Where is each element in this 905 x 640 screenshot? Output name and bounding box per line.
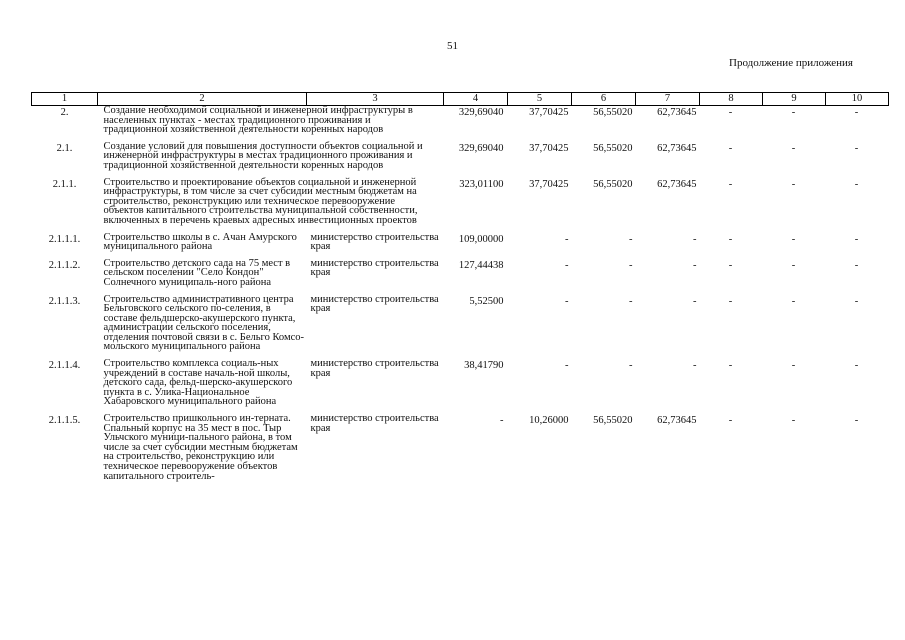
column-header: 8 xyxy=(700,93,763,106)
cell-value: 329,69040 xyxy=(458,142,504,154)
row-executor: министерство строительства края xyxy=(310,413,439,434)
row-number: 2.1.1.2. xyxy=(48,259,81,271)
cell-value: - xyxy=(629,233,633,245)
cell-value: - xyxy=(728,415,733,427)
cell-value: - xyxy=(629,360,633,372)
cell-value: - xyxy=(854,178,859,190)
cell-value: - xyxy=(693,233,697,245)
row-number: 2.1.1.1. xyxy=(48,233,81,245)
cell-value: - xyxy=(728,233,733,245)
row-description: Строительство пришкольного ин-терната. Спальный корпус на 35 мест в пос. Тыр Ульчского муници-пального района, в том числе за счет субсидии местным бюджетам на строительство, реконструкцию или техническое перевооружение объектов капитального строитель- xyxy=(103,413,298,482)
row-executor: министерство строительства края xyxy=(310,293,439,315)
column-header: 3 xyxy=(307,93,444,106)
cell-value: - xyxy=(854,107,859,118)
cell-value: 62,73645 xyxy=(657,107,697,118)
cell-value: 127,44438 xyxy=(458,259,504,271)
cell-value: 37,70425 xyxy=(529,142,569,154)
cell-value: 56,55020 xyxy=(593,107,633,118)
cell-value: - xyxy=(854,295,859,307)
column-header: 7 xyxy=(636,93,700,106)
cell-value: 5,52500 xyxy=(469,295,504,307)
cell-value: - xyxy=(565,360,569,372)
row-number: 2. xyxy=(60,107,69,118)
column-header: 1 xyxy=(32,93,98,106)
row-number: 2.1.1.5. xyxy=(48,415,81,427)
cell-value: 10,26000 xyxy=(529,415,569,427)
cell-value: - xyxy=(854,360,859,372)
cell-value: - xyxy=(565,233,569,245)
cell-value: - xyxy=(854,142,859,154)
cell-value: 37,70425 xyxy=(529,178,569,190)
row-executor: министерство строительства края xyxy=(310,257,439,279)
row-description: Строительство комплекса социаль-ных учреждений в составе началь-ной школы, детского сада, фельд-шерско-акушерского пункта в с. Улика-Национальное Хабаровского муниципального района xyxy=(103,358,293,408)
table-row xyxy=(32,142,889,178)
cell-value: - xyxy=(791,142,796,154)
cell-value: 62,73645 xyxy=(657,142,697,154)
row-number: 2.1.1. xyxy=(52,178,77,190)
page-number: 51 xyxy=(447,40,458,52)
cell-value: - xyxy=(791,295,796,307)
cell-value: - xyxy=(854,415,859,427)
cell-value: - xyxy=(791,107,796,118)
continuation-title: Продолжение приложения xyxy=(729,57,853,69)
column-header: 10 xyxy=(826,93,889,106)
column-header: 6 xyxy=(572,93,636,106)
cell-value: 56,55020 xyxy=(593,178,633,190)
cell-value: - xyxy=(693,295,697,307)
cell-value: 323,01100 xyxy=(459,178,504,190)
table-header-row xyxy=(32,93,889,106)
table-row xyxy=(32,414,889,481)
cell-value: - xyxy=(854,259,859,271)
cell-value: - xyxy=(629,295,633,307)
cell-value: - xyxy=(791,178,796,190)
row-executor: министерство строительства края xyxy=(310,231,439,253)
cell-value: 109,00000 xyxy=(458,233,504,245)
row-executor: министерство строительства края xyxy=(310,358,439,379)
appendix-table xyxy=(31,92,889,481)
column-header: 5 xyxy=(508,93,572,106)
cell-value: - xyxy=(500,415,504,427)
table-row xyxy=(32,106,889,142)
table-row xyxy=(32,295,889,360)
column-header: 9 xyxy=(763,93,826,106)
cell-value: - xyxy=(728,142,733,154)
row-number: 2.1. xyxy=(56,142,73,154)
table-row xyxy=(32,178,889,233)
cell-value: 37,70425 xyxy=(529,107,569,118)
column-header: 4 xyxy=(444,93,508,106)
cell-value: - xyxy=(728,107,733,118)
cell-value: - xyxy=(565,259,569,271)
cell-value: - xyxy=(728,360,733,372)
cell-value: - xyxy=(791,259,796,271)
table-row xyxy=(32,233,889,259)
row-description: Строительство школы в с. Ачан Амурского муниципального района xyxy=(103,231,297,253)
cell-value: - xyxy=(728,259,733,271)
row-description: Строительство и проектирование объектов социальной и инженерной инфраструктуры, в том числе за счет субсидии местным бюджетам на строительство, реконструкцию или техническое перевооружение объектов капитального строительства муниципальной собственности, включенных в перечень краевых адресных инвестиционных проектов xyxy=(103,176,418,226)
cell-value: - xyxy=(629,259,633,271)
cell-value: - xyxy=(693,360,697,372)
cell-value: 62,73645 xyxy=(657,415,697,427)
cell-value: - xyxy=(693,259,697,271)
row-description: Строительство административного центра Бельговского сельского по-селения, в составе фельдшерско-акушерского пункта, администрации сельского поселения, отделения почтовой связи в с. Бельго Комсо-мольского муниципального района xyxy=(103,293,305,353)
cell-value: - xyxy=(728,295,733,307)
row-description: Создание условий для повышения доступности объектов социальной и инженерной инфраструктуры в местах традиционного проживания и традиционной хозяйственной деятельности коренных народов xyxy=(103,140,423,171)
table-row xyxy=(32,359,889,414)
row-number: 2.1.1.3. xyxy=(48,295,81,307)
cell-value: - xyxy=(791,415,796,427)
row-description: Создание необходимой социальной и инженерной инфраструктуры в населенных пунктах - местах традиционного проживания и традиционной хозяйственной деятельности коренных народов xyxy=(103,105,413,136)
row-number: 2.1.1.4. xyxy=(48,360,81,372)
cell-value: 62,73645 xyxy=(657,178,697,190)
cell-value: - xyxy=(854,233,859,245)
cell-value: - xyxy=(728,178,733,190)
cell-value: 38,41790 xyxy=(464,360,504,372)
cell-value: - xyxy=(791,360,796,372)
cell-value: 329,69040 xyxy=(458,107,504,118)
cell-value: 56,55020 xyxy=(593,415,633,427)
cell-value: - xyxy=(791,233,796,245)
cell-value: 56,55020 xyxy=(593,142,633,154)
column-header: 2 xyxy=(98,93,307,106)
table-row xyxy=(32,259,889,295)
row-description: Строительство детского сада на 75 мест в сельском поселении "Село Кондон" Солнечного муниципаль-ного района xyxy=(103,257,291,288)
cell-value: - xyxy=(565,295,569,307)
